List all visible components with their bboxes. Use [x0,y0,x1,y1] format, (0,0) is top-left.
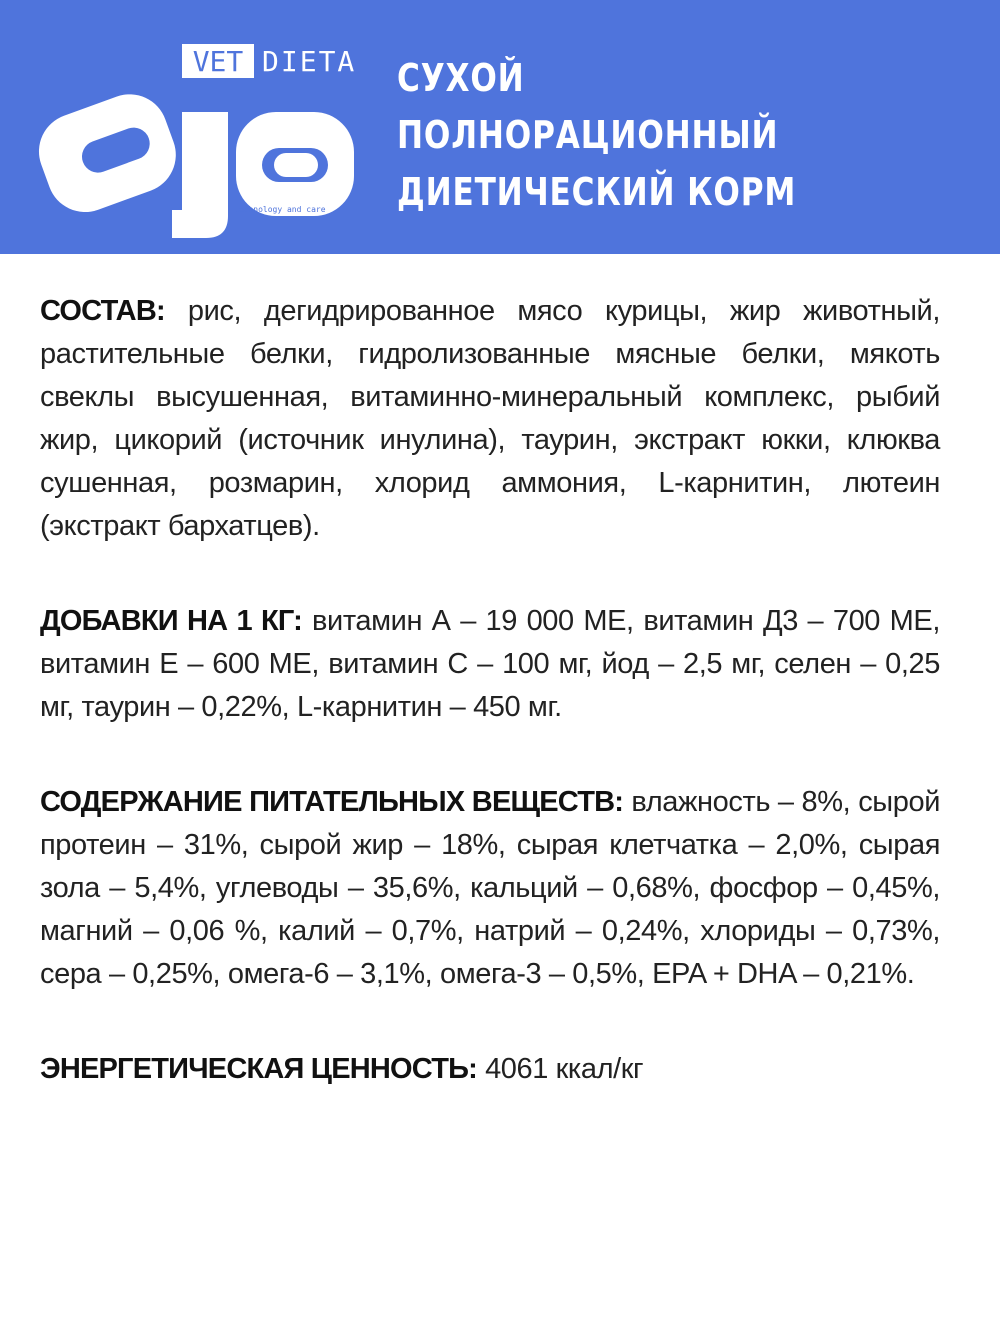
logo-dieta-text: DIETA [262,45,357,78]
energy-label: ЭНЕРГЕТИЧЕСКАЯ ЦЕННОСТЬ: [40,1053,478,1085]
logo-tagline: technology and care [234,205,326,214]
header-banner [0,0,1000,254]
headline-line-3: ДИЕТИЧЕСКИЙ КОРМ [397,170,797,214]
energy-value: 4061 ккал/кг [485,1053,644,1085]
additives-text: витамин А – 19 000 МЕ, витамин Д3 – 700 МЕ, витамин Е – 600 МЕ, витамин С – 100 мг, йод – 2,5 мг, селен – 0,25 мг, таурин – 0,22%, L-карнитин – 450 мг. [40,605,940,723]
headline-line-2: ПОЛНОРАЦИОННЫЙ [397,113,779,157]
ajo-logo-graphic [32,40,362,240]
product-headline [397,50,881,221]
nutrients-text: влажность – 8%, сырой протеин – 31%, сырой жир – 18%, сырая клетчатка – 2,0%, сырая зола – 5,4%, углеводы – 35,6%, кальций – 0,68%, фосфор – 0,45%, магний – 0,06 %, калий – 0,7%, натрий – 0,24%, хлориды – 0,73%, сера – 0,25%, омега-6 – 3,1%, омега-3 – 0,5%, EPA + DHA – 0,21%. [40,786,940,990]
nutrients-label: СОДЕРЖАНИЕ ПИТАТЕЛЬНЫХ ВЕЩЕСТВ: [40,786,624,818]
additives-label: ДОБАВКИ НА 1 КГ: [40,605,303,637]
logo-letter-a [32,84,187,223]
product-info [40,290,940,1091]
composition-label: СОСТАВ: [40,295,165,327]
headline-line-1: СУХОЙ [397,56,525,100]
additives-section [40,600,940,729]
composition-section [40,290,940,548]
composition-text: рис, дегидрированное мясо курицы, жир животный, растительные белки, гидролизованные мясные белки, мякоть свеклы высушенная, витаминно-минеральный комплекс, рыбий жир, цикорий (источник инулина), таурин, экстракт юкки, клюква сушенная, розмарин, хлорид аммония, L-карнитин, лютеин (экстракт бархатцев). [40,295,940,542]
energy-section [40,1048,940,1091]
brand-logo [32,40,362,240]
logo-letter-j [172,112,228,238]
logo-vet-text: VET [192,45,244,78]
nutrients-section [40,781,940,996]
